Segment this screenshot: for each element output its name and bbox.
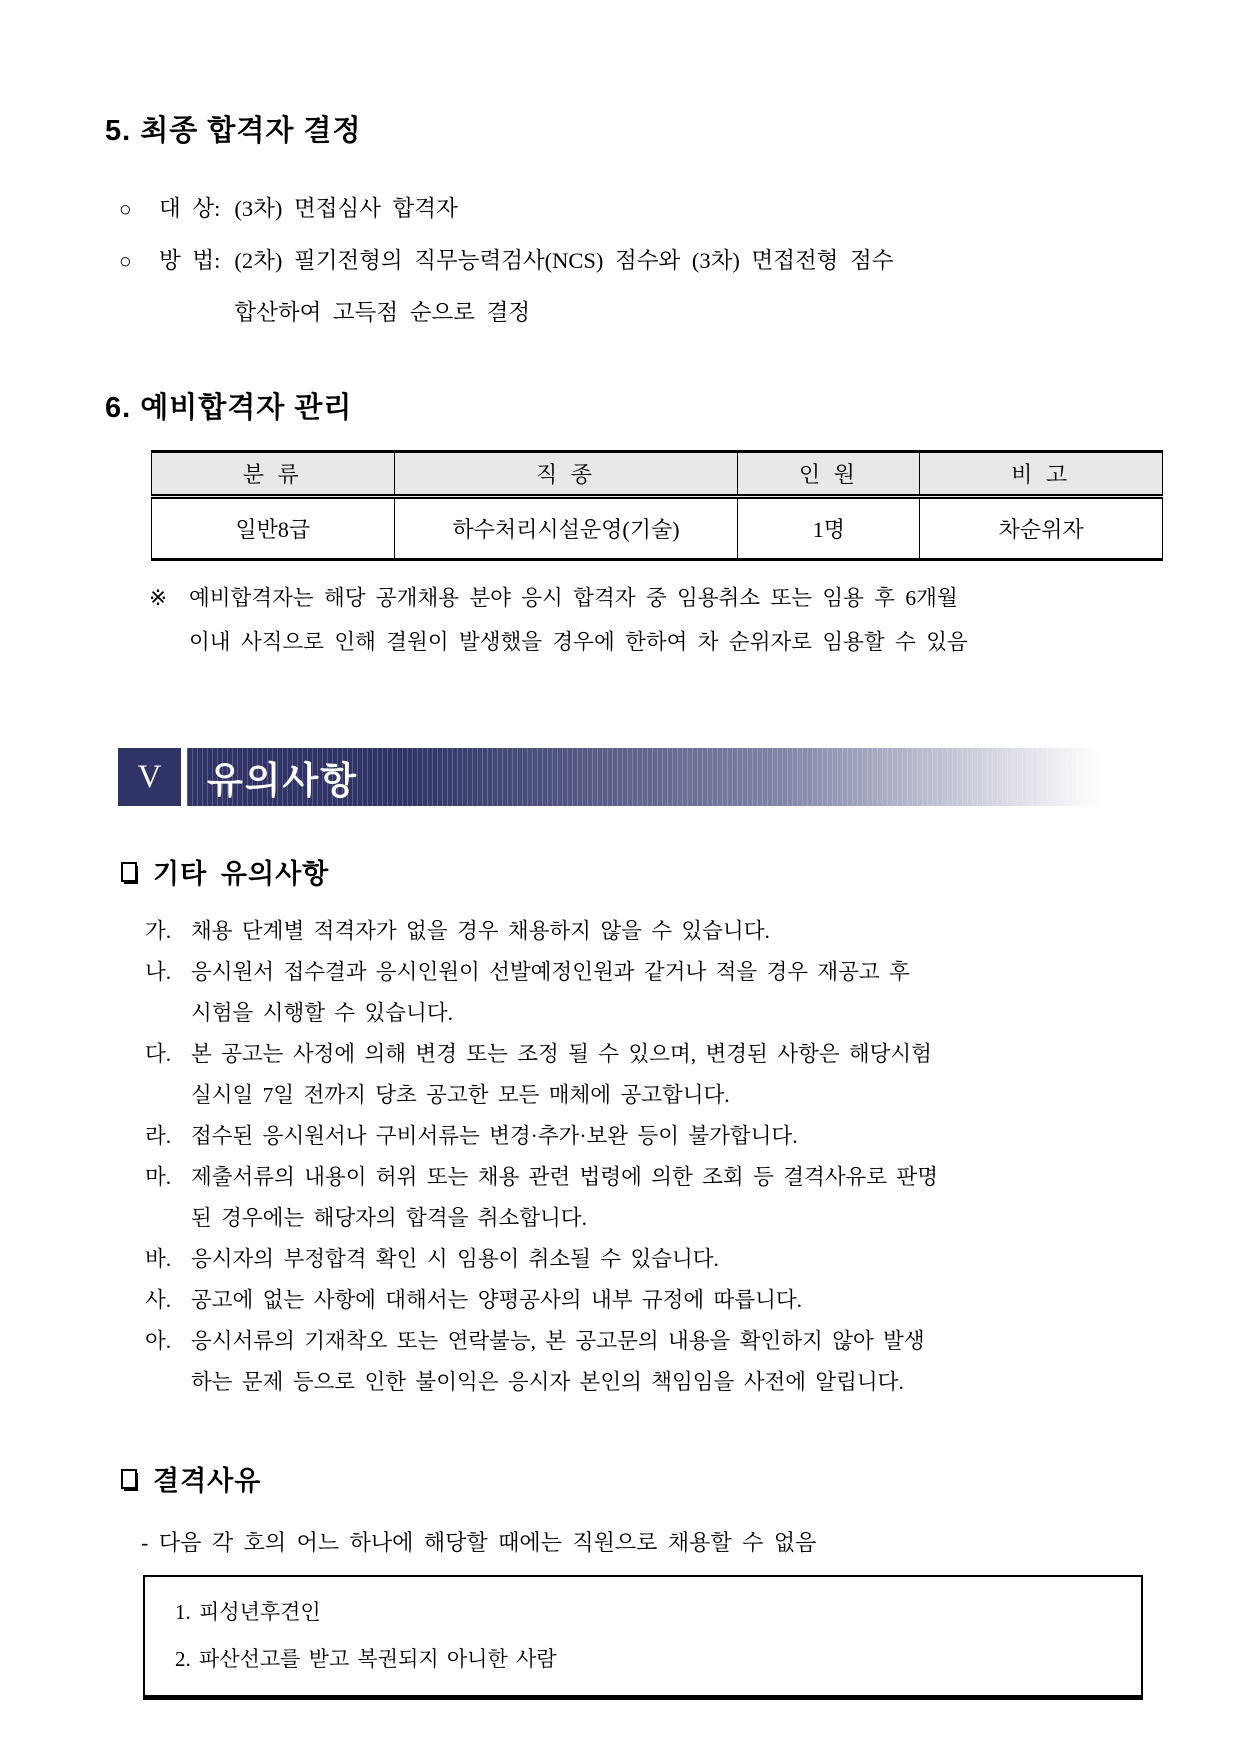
circle-bullet-icon: ○ <box>119 197 132 221</box>
header-count: 인 원 <box>738 452 920 497</box>
square-bullet-icon <box>121 1469 137 1489</box>
cell-remark: 차순위자 <box>920 497 1163 560</box>
list-item: 아. 응시서류의 기재착오 또는 연락불능, 본 공고문의 내용을 확인하지 않아 발생 하는 문제 등으로 인한 불이익은 응시자 본인의 책임임을 사전에 알립니다. <box>145 1329 925 1394</box>
list-item: 사. 공고에 없는 사항에 대해서는 양평공사의 내부 규정에 따릅니다. <box>145 1288 802 1312</box>
disqualification-box <box>143 1575 1143 1700</box>
list-item: 나. 응시원서 접수결과 응시인원이 선발예정인원과 같거나 적을 경우 재공고 후 시험을 시행할 수 있습니다. <box>145 960 910 1025</box>
box-item: 2. 파산선고를 받고 복권되지 아니한 사람 <box>175 1647 557 1671</box>
method-label: 방 법: <box>159 248 221 273</box>
section6-heading: 6. 예비합격자 관리 <box>105 392 353 424</box>
table-header-row <box>152 452 1163 497</box>
circle-bullet-icon: ○ <box>119 249 132 273</box>
disqualification-intro: - 다음 각 호의 어느 하나에 해당할 때에는 직원으로 채용할 수 없음 <box>141 1530 817 1555</box>
disqualification-heading: 결격사유 <box>121 1459 1152 1498</box>
list-item: 다. 본 공고는 사정에 의해 변경 또는 조정 될 수 있으며, 변경된 사항은 해당시험 실시일 7일 전까지 당초 공고한 모든 매체에 공고합니다. <box>145 1042 932 1107</box>
cell-class: 일반8급 <box>152 497 395 560</box>
list-item: 바. 응시자의 부정합격 확인 시 임용이 취소될 수 있습니다. <box>145 1247 719 1271</box>
method-line2: 합산하여 고득점 순으로 결정 <box>234 300 531 325</box>
reserve-note-line2: 이내 사직으로 인해 결원이 발생했을 경우에 한하여 차 순위자로 임용할 수 있음 <box>189 629 968 654</box>
notes-list <box>145 911 1152 1403</box>
banner-title: 유의사항 <box>207 760 358 801</box>
cell-job: 하수처리시설운영(기술) <box>394 497 738 560</box>
banner-gradient-bar <box>187 748 1160 806</box>
section-banner <box>118 748 1160 806</box>
box-item: 1. 피성년후견인 <box>175 1600 321 1624</box>
method-line1: (2차) 필기전형의 직무능력검사(NCS) 점수와 (3차) 면접전형 점수 <box>234 248 894 273</box>
subject-text: (3차) 면접심사 합격자 <box>234 196 458 221</box>
reserve-note <box>149 577 1152 664</box>
other-notes-heading: 기타 유의사항 <box>121 852 1152 891</box>
subject-label: 대 상: <box>159 196 221 221</box>
reference-mark-icon: ※ <box>149 586 168 610</box>
final-subject-row <box>119 183 1152 235</box>
reserve-candidates-table <box>151 450 1163 561</box>
list-item: 마. 제출서류의 내용이 허위 또는 채용 관련 법령에 의한 조회 등 결격사유로 판명 된 경우에는 해당자의 합격을 취소합니다. <box>145 1165 938 1230</box>
header-class: 분 류 <box>152 452 395 497</box>
table-row <box>152 497 1163 560</box>
final-method-row <box>119 235 1152 339</box>
cell-count: 1명 <box>738 497 920 560</box>
header-remark: 비 고 <box>920 452 1163 497</box>
list-item: 라. 접수된 응시원서나 구비서류는 변경·추가·보완 등이 불가합니다. <box>145 1124 798 1148</box>
section5-heading: 5. 최종 합격자 결정 <box>105 115 362 147</box>
square-bullet-icon <box>121 862 137 882</box>
header-job: 직 종 <box>394 452 738 497</box>
list-item: 가. 채용 단계별 적격자가 없을 경우 채용하지 않을 수 있습니다. <box>145 919 770 943</box>
reserve-note-line1: 예비합격자는 해당 공개채용 분야 응시 합격자 중 임용취소 또는 임용 후 6개월 <box>189 586 958 610</box>
banner-roman-numeral: V <box>118 748 181 806</box>
